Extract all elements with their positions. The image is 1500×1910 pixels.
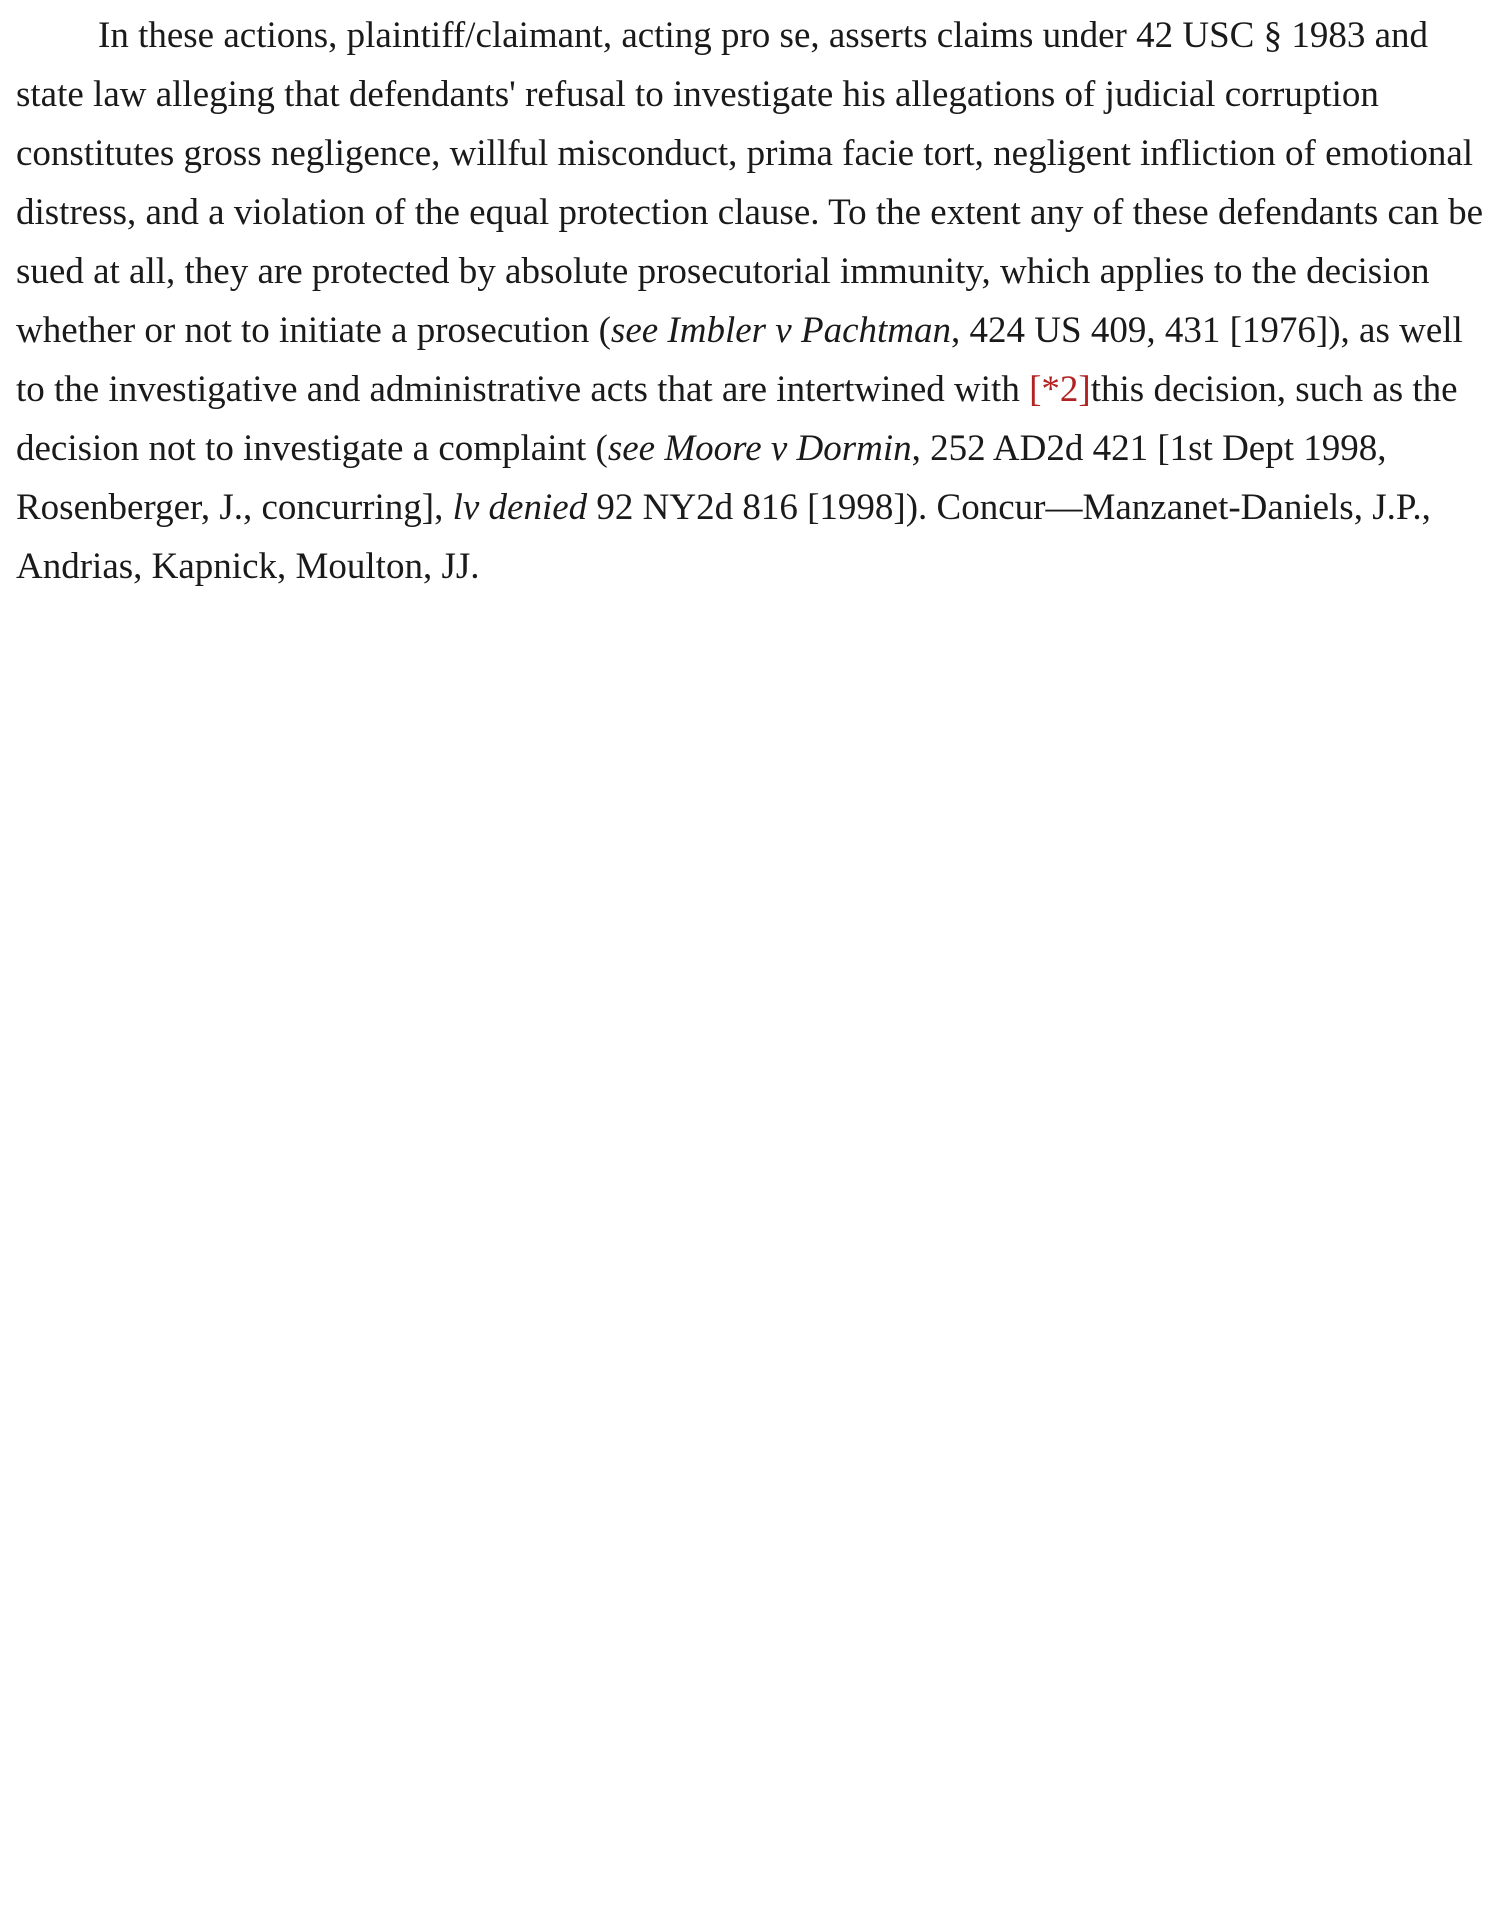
text-run: 92 NY2d 816 [1998]). Concur—Manzanet-Daniels, J.P., Andrias, Kapnick, Moulton, JJ. <box>16 487 1431 587</box>
text-run: In these actions, plaintiff/claimant, acting pro se, asserts claims under 42 USC § 1983 and state law alleging that defendants' refusal to investigate his allegations of judicial corruption constitutes gross negligence, willful misconduct, prima facie tort, negligent infliction of emotional distress, and a violation of the equal protection clause. To the extent any of these defendants can be sued at all, they are protected by absolute prosecutorial immunity, which applies to the decision whether or not to initiate a prosecution ( <box>16 15 1483 351</box>
text-run: , 424 US 409, 431 [1976]), as well to the investigative and administrative acts that are intertwined with <box>16 310 1463 410</box>
text-run: , 252 AD2d 421 [1st Dept 1998, Rosenberger, J., concurring], <box>16 428 1387 528</box>
leave-denied-note: lv denied <box>452 487 588 528</box>
case-citation-imbler: see Imbler v Pachtman <box>610 310 952 351</box>
text-run: this decision, such as the decision not to investigate a complaint ( <box>16 369 1458 469</box>
case-citation-moore: see Moore v Dormin <box>607 428 912 469</box>
opinion-paragraph <box>16 6 1492 596</box>
page-marker: [*2] <box>1029 369 1091 410</box>
document-page <box>16 6 1492 596</box>
